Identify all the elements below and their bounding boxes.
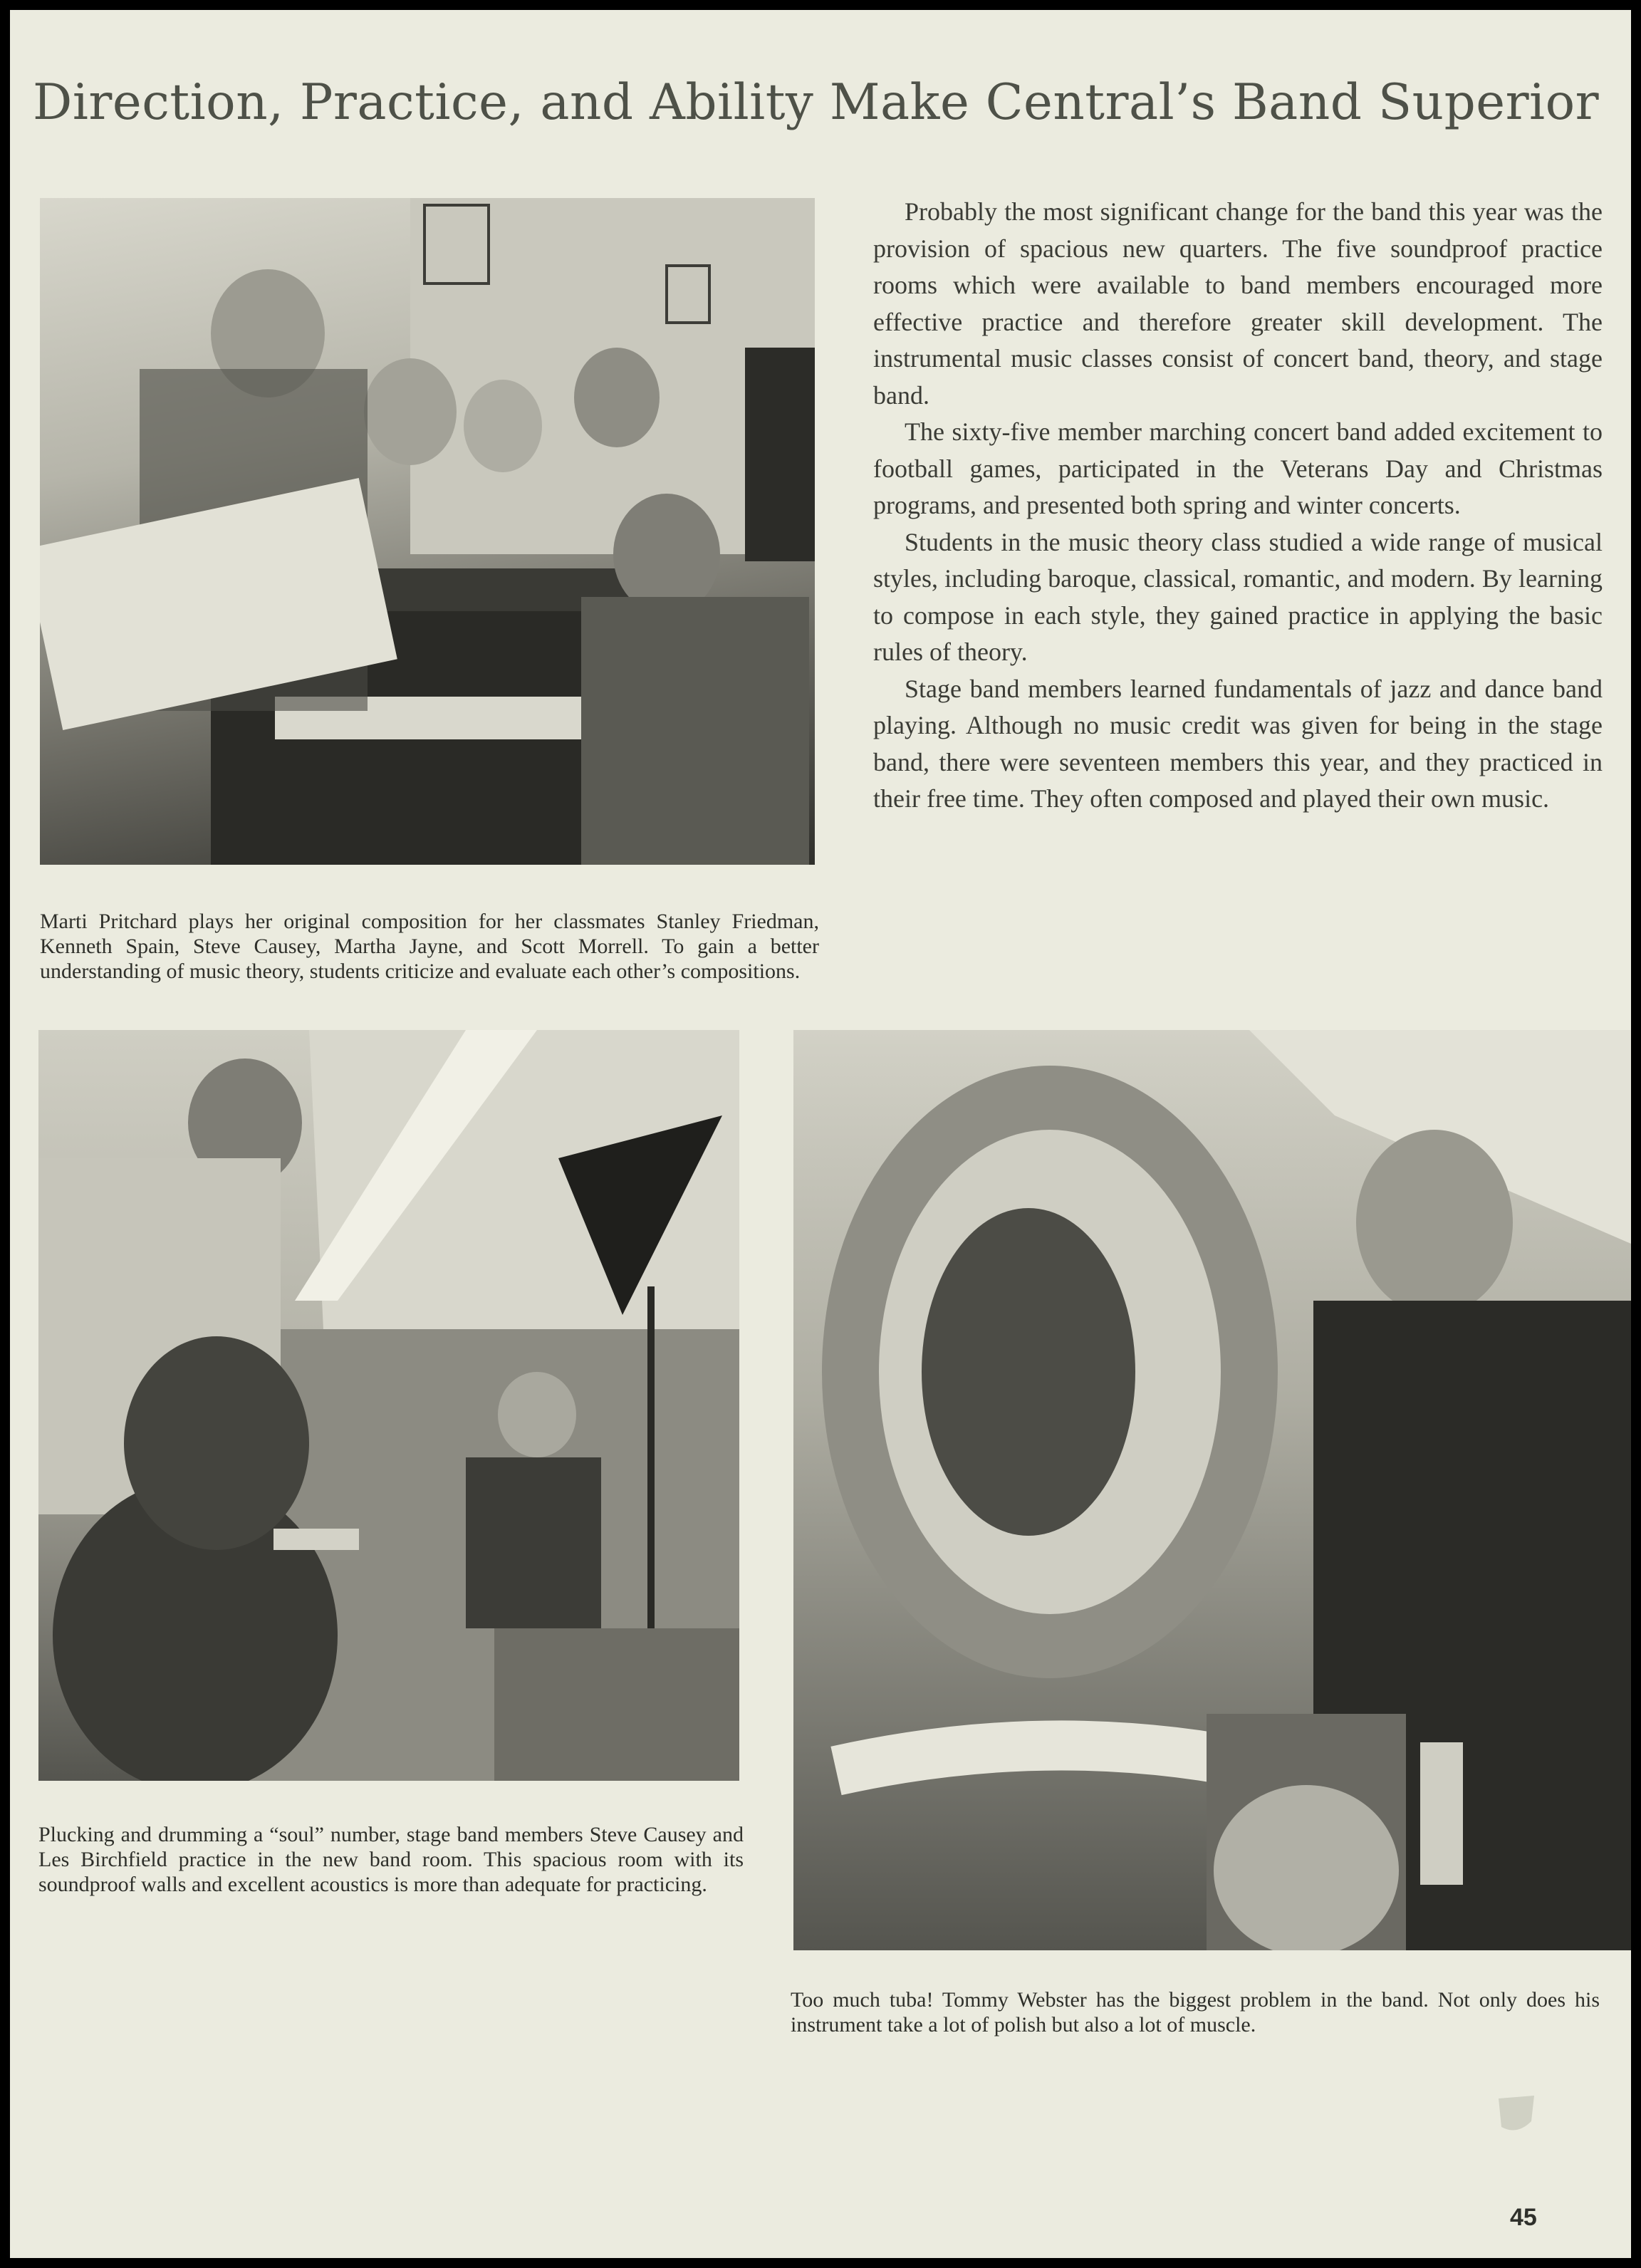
stage-band-photo xyxy=(38,1030,739,1781)
page-headline: Direction, Practice, and Ability Make Central’s Band Superior xyxy=(33,74,1600,131)
body-paragraph: Stage band members learned fundamentals of jazz and dance band playing. Although no music credit was given for being in the stage band, there were seventeen members this year, and they practiced in their free time. They often composed and played their own music. xyxy=(873,674,1603,813)
body-paragraph: The sixty-five member marching concert band added excitement to football games, participated in the Veterans Day and Christmas programs, and presented both spring and winter concerts. xyxy=(873,417,1603,519)
piano-class-photo xyxy=(40,198,815,865)
stage-band-photo-caption: Plucking and drumming a “soul” number, stage band members Steve Causey and Les Birchfield practice in the new band room. This spacious room with its soundproof walls and excellent acoustics is more than adequate for practicing. xyxy=(38,1823,744,1896)
piano-photo-caption: Marti Pritchard plays her original composition for her classmates Stanley Friedman, Kenneth Spain, Steve Causey, Martha Jayne, and Scott Morrell. To gain a better understanding of music theory, students criticize and evaluate each other’s compositions. xyxy=(40,910,819,983)
body-paragraph: Students in the music theory class studied a wide range of musical styles, including baroque, classical, romantic, and modern. By learning to compose in each style, they gained practice in applying the basic rules of theory. xyxy=(873,527,1603,666)
article-body xyxy=(873,194,1603,818)
yearbook-page xyxy=(10,10,1631,2258)
stage-band-photo-illustration xyxy=(38,1030,739,1781)
body-paragraph: Probably the most significant change for the band this year was the provision of spacious new quarters. The five soundproof practice rooms which were available to band members encouraged more effective practice and therefore greater skill development. The instrumental music classes consist of concert band, theory, and stage band. xyxy=(873,197,1603,410)
tuba-photo-illustration xyxy=(793,1030,1631,1950)
emblem-icon xyxy=(1491,2090,1541,2140)
piano-photo-illustration xyxy=(40,198,815,865)
tuba-photo xyxy=(793,1030,1631,1950)
tuba-photo-caption: Too much tuba! Tommy Webster has the biggest problem in the band. Not only does his instrument take a lot of polish but also a lot of muscle. xyxy=(791,1988,1600,2036)
page-number: 45 xyxy=(1510,2204,1537,2231)
